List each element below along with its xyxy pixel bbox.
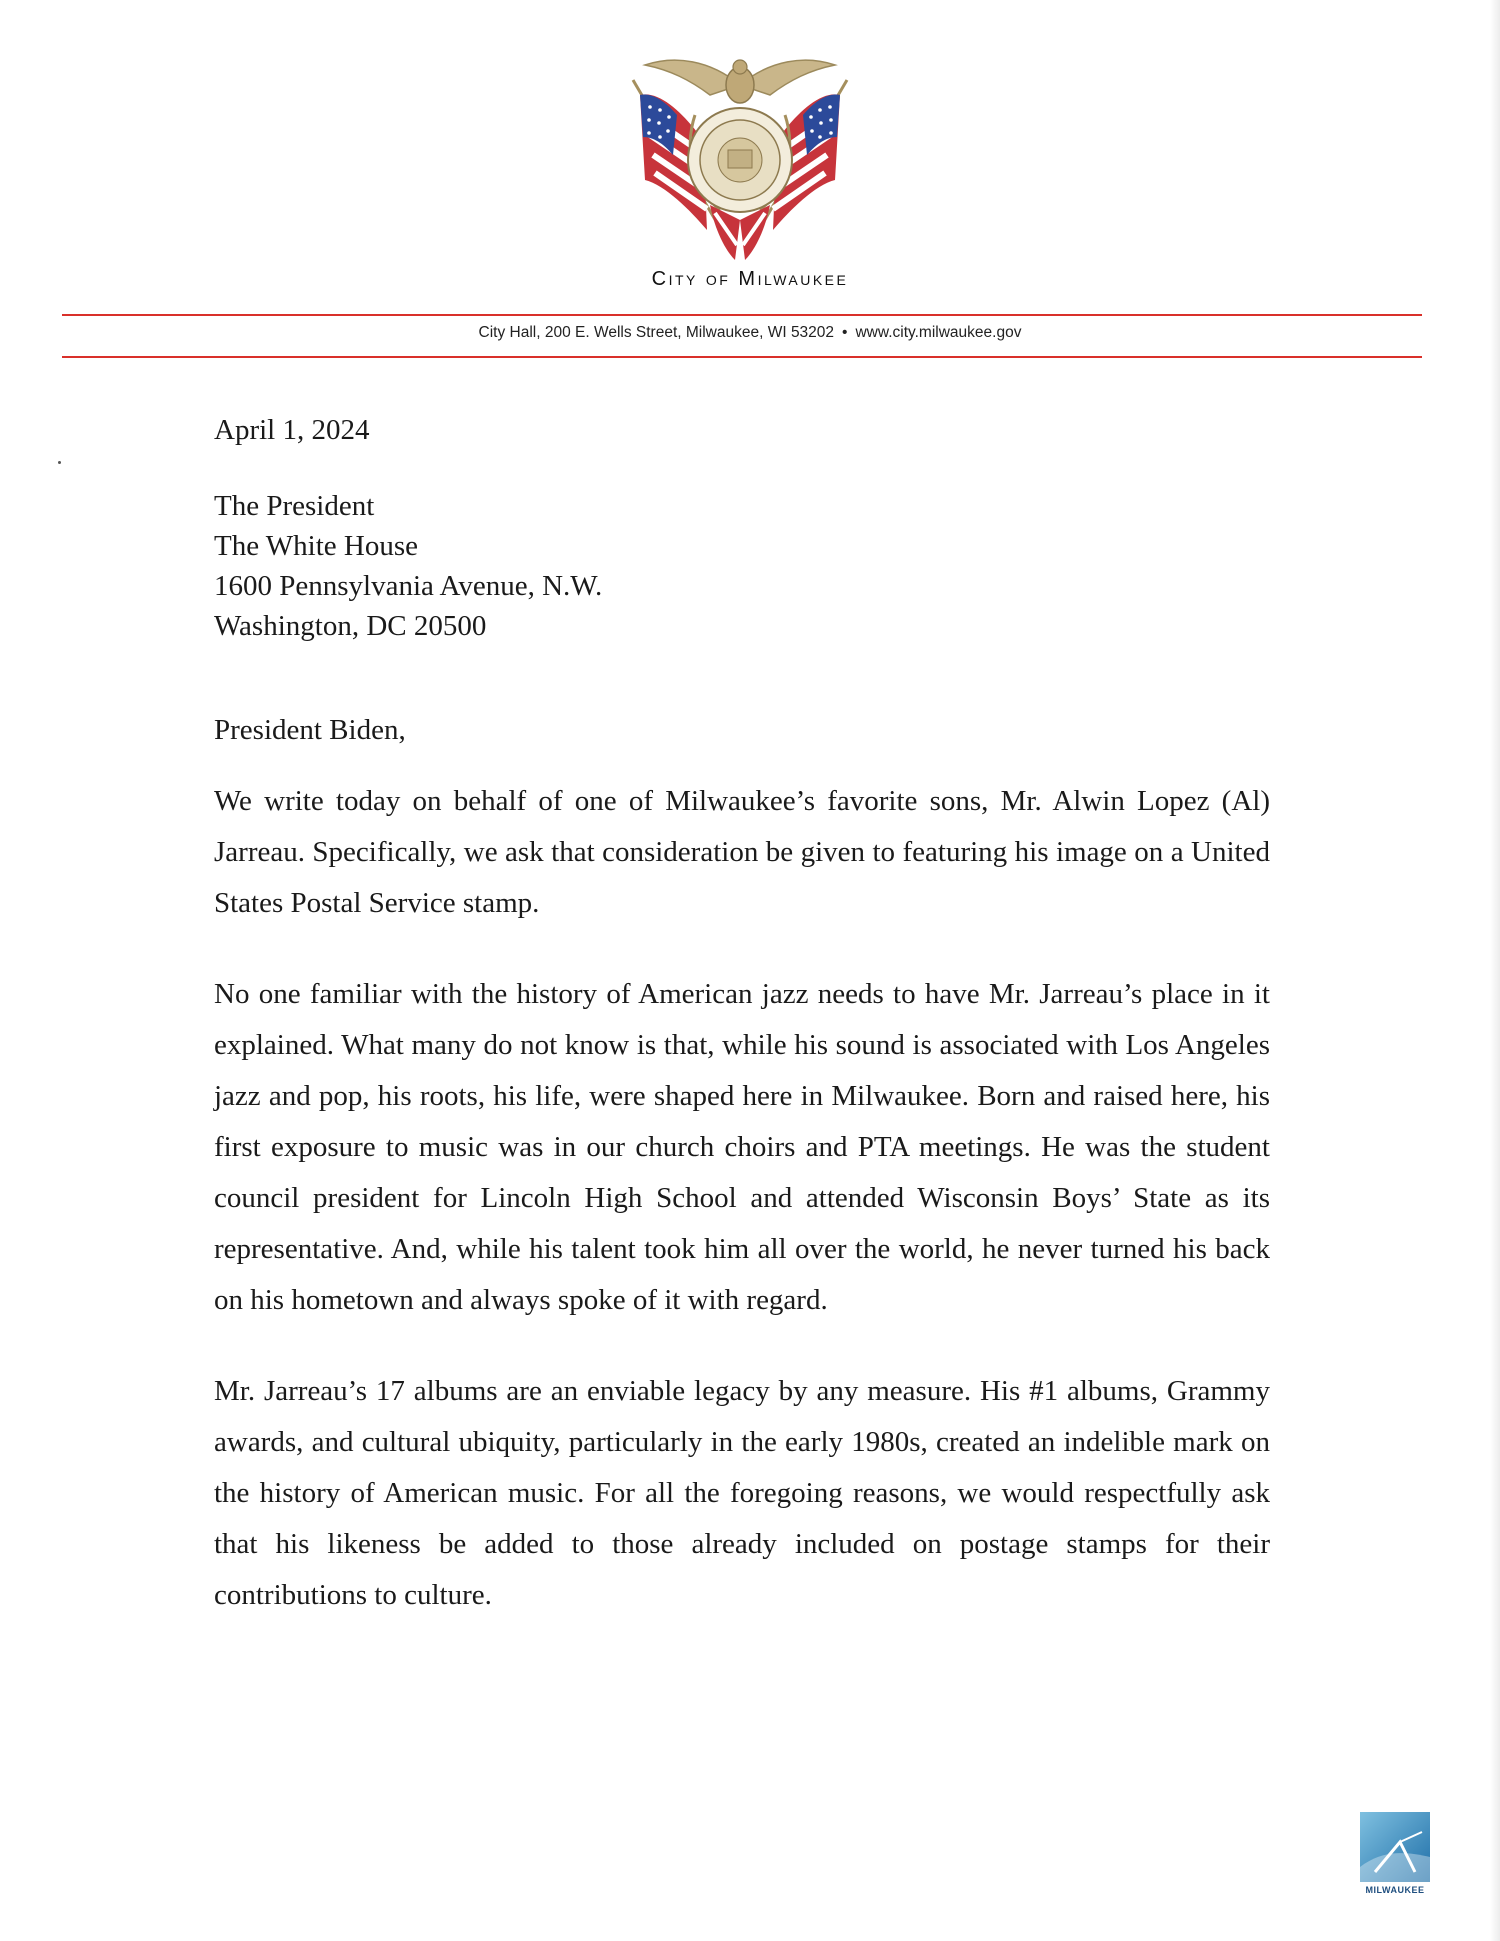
city-seal-icon	[615, 45, 865, 275]
recipient-line: 1600 Pennsylvania Avenue, N.W.	[214, 570, 603, 602]
milwaukee-logo-icon	[1360, 1812, 1430, 1882]
letterhead-address-line	[0, 324, 1500, 342]
paragraph: No one familiar with the history of American jazz needs to have Mr. Jarreau’s place in it explained. What many do not know is that, while his sound is associated with Los Angeles jazz and pop, his roots, his life, were shaped here in Milwaukee. Born and raised here, his first exposure to music was in our church choirs and PTA meetings. He was the student council president for Lincoln High School and attended Wisconsin Boys’ State as its representative. And, while his talent took him all over the world, he never turned his back on his hometown and always spoke of it with regard.	[214, 978, 1270, 1316]
website-link[interactable]: www.city.milwaukee.gov	[855, 324, 1022, 341]
page-edge-shadow	[1490, 0, 1500, 1941]
address-separator: •	[842, 324, 848, 341]
letter-date: April 1, 2024	[214, 414, 370, 446]
letterhead-rule-top	[62, 314, 1422, 316]
stray-mark	[58, 461, 61, 464]
recipient-line: Washington, DC 20500	[214, 610, 487, 642]
recipient-line: The President	[214, 490, 375, 522]
paragraph: We write today on behalf of one of Milwaukee’s favorite sons, Mr. Alwin Lopez (Al) Jarreau. Specifically, we ask that consideration be given to featuring his image on a United States Postal Service stamp.	[214, 785, 1270, 919]
city-hall-address: City Hall, 200 E. Wells Street, Milwaukee, WI 53202	[478, 324, 835, 341]
recipient-address	[214, 486, 1270, 646]
paragraph: Mr. Jarreau’s 17 albums are an enviable legacy by any measure. His #1 albums, Grammy awards, and cultural ubiquity, particularly in the early 1980s, created an indelible mark on the history of American music. For all the foregoing reasons, we would respectfully ask that his likeness be added to those already included on postage stamps for their contributions to culture.	[214, 1375, 1270, 1611]
salutation: President Biden,	[214, 714, 406, 746]
letter-body	[214, 410, 1270, 1661]
city-name-text: City of Milwaukee	[651, 268, 849, 290]
city-name	[0, 268, 1500, 291]
recipient-line: The White House	[214, 530, 419, 562]
milwaukee-logo-text: MILWAUKEE	[1365, 1885, 1425, 1895]
milwaukee-logo	[1360, 1812, 1430, 1895]
letterhead-rule-bottom	[62, 356, 1422, 358]
